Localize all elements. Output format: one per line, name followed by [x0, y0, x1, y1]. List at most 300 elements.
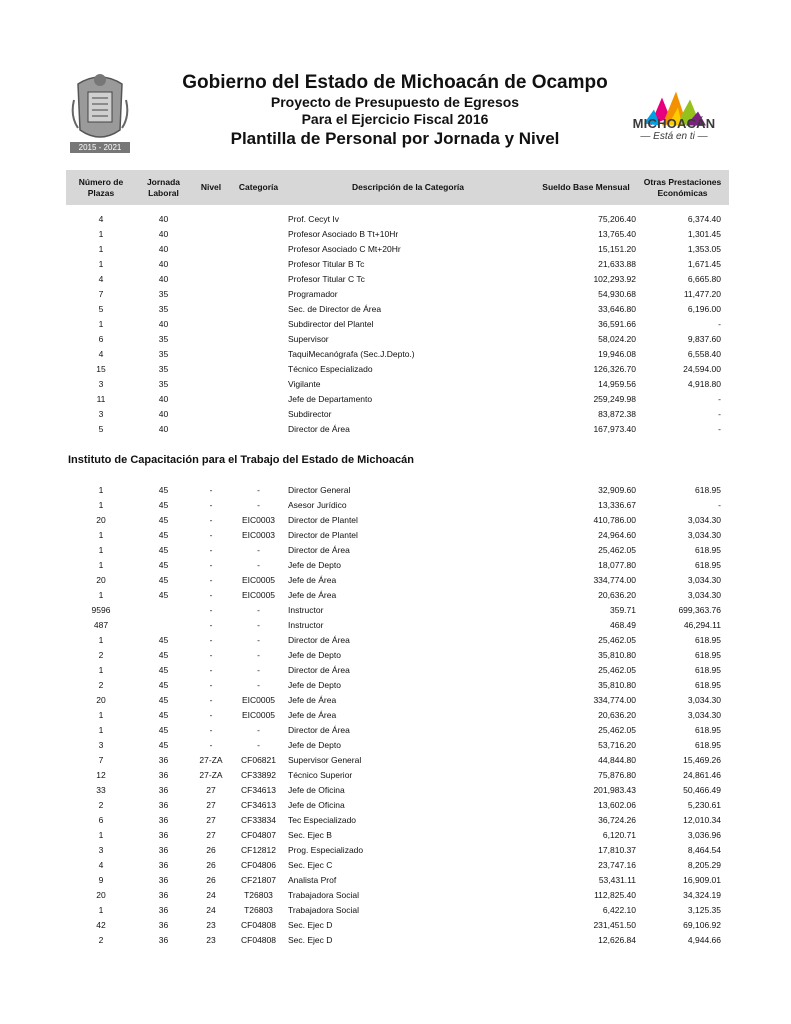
cell-num: 20: [96, 575, 106, 585]
cell-num: 1: [98, 244, 104, 254]
cell-categoria: EIC0003: [241, 515, 276, 525]
cell-nivel: -: [209, 485, 213, 495]
cell-sueldo: 83,872.38: [598, 409, 636, 419]
table-row: [66, 513, 729, 528]
cell-descripcion: Instructor: [288, 620, 324, 630]
cell-descripcion: Jefe de Depto: [288, 560, 341, 570]
cell-num: 20: [96, 515, 106, 525]
table-row: [66, 873, 729, 888]
cell-nivel: 27: [206, 800, 216, 810]
cell-sueldo: 25,462.05: [598, 635, 636, 645]
cell-descripcion: Director de Plantel: [288, 530, 358, 540]
cell-otras: 3,125.35: [687, 905, 721, 915]
cell-jornada: 36: [158, 755, 169, 765]
cell-otras: 3,034.30: [687, 515, 721, 525]
cell-categoria: [231, 242, 286, 257]
cell-jornada: 40: [158, 259, 169, 269]
cell-nivel: [196, 212, 226, 227]
cell-sueldo: 25,462.05: [598, 725, 636, 735]
cell-otras: 6,558.40: [687, 349, 721, 359]
document-header: [0, 0, 791, 165]
cell-jornada: 40: [158, 409, 169, 419]
cell-categoria: -: [257, 500, 260, 510]
cell-otras: 12,010.34: [683, 815, 721, 825]
cell-otras: 618.95: [695, 680, 721, 690]
cell-jornada: 45: [158, 500, 169, 510]
cell-descripcion: Jefe de Depto: [288, 650, 341, 660]
cell-categoria: [231, 227, 286, 242]
cell-jornada: 36: [158, 815, 169, 825]
table-row: [66, 573, 729, 588]
cell-otras: 9,837.60: [687, 334, 721, 344]
cell-categoria: [231, 287, 286, 302]
table-row: [66, 588, 729, 603]
cell-sueldo: 20,636.20: [598, 710, 636, 720]
cell-sueldo: 334,774.00: [593, 695, 636, 705]
table-row: [66, 603, 729, 618]
title-block: [160, 72, 630, 149]
cell-otras: 3,034.30: [687, 695, 721, 705]
cell-nivel: [196, 392, 226, 407]
cell-nivel: [196, 227, 226, 242]
cell-nivel: [196, 242, 226, 257]
table-row: [66, 302, 729, 317]
cell-num: 42: [96, 920, 106, 930]
table-row: [66, 753, 729, 768]
cell-otras: 618.95: [695, 725, 721, 735]
cell-descripcion: Prog. Especializado: [288, 845, 364, 855]
cell-jornada: 45: [158, 650, 169, 660]
cell-categoria: T26803: [244, 890, 273, 900]
cell-sueldo: 15,151.20: [598, 244, 636, 254]
cell-num: 2: [98, 800, 104, 810]
cell-num: 487: [93, 620, 109, 630]
cell-nivel: -: [209, 740, 213, 750]
table-row: [66, 858, 729, 873]
cell-num: 20: [96, 695, 106, 705]
cell-descripcion: Prof. Cecyt Iv: [288, 214, 340, 224]
cell-jornada: 35: [158, 364, 169, 374]
cell-nivel: 23: [206, 920, 216, 930]
cell-categoria: [231, 407, 286, 422]
cell-sueldo: 17,810.37: [598, 845, 636, 855]
cell-nivel: 24: [206, 890, 216, 900]
cell-nivel: 23: [206, 935, 216, 945]
cell-nivel: -: [209, 605, 213, 615]
cell-jornada: 45: [158, 695, 169, 705]
col-nivel: Nivel: [200, 182, 222, 192]
cell-categoria: CF06821: [241, 755, 276, 765]
cell-categoria: CF21807: [241, 875, 276, 885]
cell-descripcion: Subdirector: [288, 409, 332, 419]
cell-otras: 618.95: [695, 635, 721, 645]
cell-categoria: -: [257, 680, 260, 690]
cell-jornada: 36: [158, 830, 169, 840]
cell-nivel: 26: [206, 860, 216, 870]
table-row: [66, 407, 729, 422]
cell-categoria: -: [257, 620, 260, 630]
cell-num: 9596: [91, 605, 111, 615]
table-row: [66, 332, 729, 347]
cell-jornada: 45: [158, 635, 169, 645]
cell-sueldo: 231,451.50: [593, 920, 636, 930]
cell-otras: 618.95: [695, 740, 721, 750]
cell-descripcion: Programador: [288, 289, 338, 299]
cell-jornada: 36: [158, 905, 169, 915]
cell-otras: 6,374.40: [687, 214, 721, 224]
table-row: [66, 257, 729, 272]
cell-nivel: -: [209, 500, 213, 510]
cell-sueldo: 75,206.40: [598, 214, 636, 224]
cell-num: 1: [98, 545, 104, 555]
cell-categoria: -: [257, 635, 260, 645]
cell-categoria: CF04808: [241, 935, 276, 945]
table-row: [66, 347, 729, 362]
cell-nivel: -: [209, 650, 213, 660]
cell-descripcion: Jefe de Departamento: [288, 394, 373, 404]
cell-categoria: [231, 272, 286, 287]
table-row: [66, 543, 729, 558]
cell-otras: 6,665.80: [687, 274, 721, 284]
cell-nivel: -: [209, 710, 213, 720]
cell-otras: 699,363.76: [678, 605, 721, 615]
cell-num: 4: [98, 274, 104, 284]
cell-otras: 3,034.30: [687, 710, 721, 720]
cell-descripcion: Director de Área: [288, 725, 350, 735]
cell-nivel: [196, 302, 226, 317]
cell-descripcion: Vigilante: [288, 379, 321, 389]
table-row: [66, 528, 729, 543]
logo-tagline: — Está en ti —: [640, 131, 708, 142]
cell-sueldo: 19,946.08: [598, 349, 636, 359]
table-row: [66, 933, 729, 948]
cell-descripcion: Instructor: [288, 605, 324, 615]
cell-descripcion: Subdirector del Plantel: [288, 319, 374, 329]
cell-sueldo: 44,844.80: [598, 755, 636, 765]
table-row: [66, 903, 729, 918]
cell-descripcion: Jefe de Depto: [288, 740, 341, 750]
col-jornada: Jornada Laboral: [146, 176, 181, 198]
table-row: [66, 212, 729, 227]
cell-nivel: -: [209, 575, 213, 585]
cell-num: 1: [98, 590, 104, 600]
cell-num: 5: [98, 304, 104, 314]
table-row: [66, 678, 729, 693]
table-row: [66, 693, 729, 708]
cell-jornada: 45: [158, 515, 169, 525]
cell-descripcion: Tec Especializado: [288, 815, 357, 825]
cell-categoria: [231, 392, 286, 407]
col-otras: Otras Prestaciones Económicas: [643, 176, 722, 198]
cell-otras: 24,594.00: [683, 364, 721, 374]
cell-nivel: -: [209, 545, 213, 555]
cell-jornada: 40: [158, 214, 169, 224]
page-title: Gobierno del Estado de Michoacán de Ocampo: [182, 72, 608, 93]
cell-descripcion: Jefe de Oficina: [288, 800, 345, 810]
cell-categoria: [231, 317, 286, 332]
table-row: [66, 918, 729, 933]
cell-sueldo: 36,591.66: [598, 319, 636, 329]
cell-categoria: [231, 377, 286, 392]
subtitle-staff-template: Plantilla de Personal por Jornada y Nivel: [230, 129, 560, 148]
table-row: [66, 768, 729, 783]
cell-sueldo: 36,724.26: [598, 815, 636, 825]
cell-num: 1: [98, 665, 104, 675]
cell-nivel: 27-ZA: [199, 755, 223, 765]
table-row: [66, 663, 729, 678]
cell-jornada: 40: [158, 319, 169, 329]
cell-jornada: 45: [158, 575, 169, 585]
cell-descripcion: Jefe de Oficina: [288, 785, 345, 795]
cell-nivel: [196, 317, 226, 332]
table-row: [66, 362, 729, 377]
cell-otras: 69,106.92: [683, 920, 721, 930]
cell-sueldo: 35,810.80: [598, 680, 636, 690]
cell-nivel: [196, 287, 226, 302]
cell-jornada: 36: [158, 800, 169, 810]
cell-num: 6: [98, 815, 104, 825]
table-row: [66, 498, 729, 513]
cell-nivel: -: [209, 530, 213, 540]
cell-jornada: 40: [158, 229, 169, 239]
table-row: [66, 723, 729, 738]
cell-num: 1: [98, 229, 104, 239]
cell-descripcion: Director de Área: [288, 424, 350, 434]
cell-categoria: [231, 332, 286, 347]
cell-descripcion: Técnico Superior: [288, 770, 353, 780]
cell-num: 5: [98, 424, 104, 434]
cell-nivel: -: [209, 560, 213, 570]
cell-categoria: [231, 362, 286, 377]
cell-descripcion: Sec. de Director de Área: [288, 304, 382, 314]
cell-descripcion: Director General: [288, 485, 351, 495]
cell-categoria: -: [257, 665, 260, 675]
cell-nivel: [196, 377, 226, 392]
cell-otras: 618.95: [695, 545, 721, 555]
cell-descripcion: TaquiMecanógrafa (Sec.J.Depto.): [288, 349, 415, 359]
cell-categoria: [231, 212, 286, 227]
cell-jornada: 36: [158, 845, 169, 855]
cell-categoria: EIC0005: [241, 695, 276, 705]
cell-sueldo: 25,462.05: [598, 665, 636, 675]
cell-categoria: [231, 302, 286, 317]
cell-descripcion: Director de Área: [288, 635, 350, 645]
col-num-plazas: Número de Plazas: [78, 176, 124, 198]
cell-otras: 618.95: [695, 665, 721, 675]
cell-descripcion: Profesor Titular B Tc: [288, 259, 365, 269]
cell-jornada: 35: [158, 379, 169, 389]
cell-descripcion: Jefe de Área: [288, 590, 337, 600]
cell-otras: 3,034.30: [687, 530, 721, 540]
cell-jornada: 40: [158, 244, 169, 254]
table-row: [66, 888, 729, 903]
cell-num: 4: [98, 214, 104, 224]
cell-num: 4: [98, 860, 104, 870]
cell-nivel: -: [209, 590, 213, 600]
cell-sueldo: 35,810.80: [598, 650, 636, 660]
cell-sueldo: 75,876.80: [598, 770, 636, 780]
cell-categoria: CF04807: [241, 830, 276, 840]
cell-nivel: [196, 347, 226, 362]
cell-descripcion: Jefe de Área: [288, 575, 337, 585]
cell-nivel: 26: [206, 875, 216, 885]
cell-num: 1: [98, 259, 104, 269]
cell-otras: 50,466.49: [683, 785, 721, 795]
cell-jornada: 36: [158, 920, 169, 930]
cell-num: 3: [98, 845, 104, 855]
cell-sueldo: 13,765.40: [598, 229, 636, 239]
cell-otras: 618.95: [695, 560, 721, 570]
cell-descripcion: Sec. Ejec D: [288, 935, 333, 945]
table-row: [66, 783, 729, 798]
cell-num: 3: [98, 740, 104, 750]
cell-nivel: [196, 272, 226, 287]
cell-otras: 4,918.80: [687, 379, 721, 389]
cell-jornada: 45: [158, 530, 169, 540]
table-row: [66, 813, 729, 828]
cell-nivel: -: [209, 680, 213, 690]
cell-categoria: CF12812: [241, 845, 276, 855]
cell-otras: 15,469.26: [683, 755, 721, 765]
cell-jornada: 36: [158, 770, 169, 780]
cell-categoria: -: [257, 650, 260, 660]
cell-jornada: 36: [158, 935, 169, 945]
cell-descripcion: Director de Área: [288, 665, 350, 675]
cell-descripcion: Jefe de Área: [288, 695, 337, 705]
cell-sueldo: 167,973.40: [593, 424, 636, 434]
cell-nivel: -: [209, 635, 213, 645]
state-seal-icon: [70, 70, 130, 152]
cell-num: 1: [98, 830, 104, 840]
table-row: [66, 708, 729, 723]
cell-nivel: [196, 407, 226, 422]
cell-jornada: 45: [158, 560, 169, 570]
cell-nivel: [196, 332, 226, 347]
cell-categoria: [231, 422, 286, 437]
cell-otras: -: [718, 394, 721, 404]
cell-otras: 16,909.01: [683, 875, 721, 885]
cell-num: 1: [98, 500, 104, 510]
cell-otras: 34,324.19: [683, 890, 721, 900]
seal-years: 2015 - 2021: [70, 142, 130, 153]
table-row: [66, 618, 729, 633]
cell-nivel: 27: [206, 785, 216, 795]
col-categoria: Categoría: [238, 182, 279, 192]
cell-categoria: CF33834: [241, 815, 276, 825]
cell-nivel: -: [209, 515, 213, 525]
cell-sueldo: 259,249.98: [593, 394, 636, 404]
cell-sueldo: 112,825.40: [594, 890, 636, 900]
cell-descripcion: Supervisor General: [288, 755, 362, 765]
cell-otras: 1,353.05: [687, 244, 721, 254]
cell-descripcion: Sec. Ejec B: [288, 830, 332, 840]
cell-otras: -: [718, 500, 721, 510]
subtitle-budget: Proyecto de Presupuesto de Egresos: [270, 94, 520, 110]
cell-categoria: -: [257, 560, 260, 570]
table-row: [66, 422, 729, 437]
table-row: [66, 738, 729, 753]
cell-categoria: -: [257, 485, 260, 495]
cell-otras: 3,036.96: [687, 830, 721, 840]
cell-descripcion: Trabajadora Social: [288, 890, 360, 900]
cell-categoria: -: [257, 740, 260, 750]
cell-num: 2: [98, 680, 104, 690]
cell-num: 9: [98, 875, 104, 885]
cell-categoria: CF34613: [241, 800, 276, 810]
cell-descripcion: Profesor Asociado C Mt+20Hr: [288, 244, 401, 254]
table-row: [66, 227, 729, 242]
cell-num: 1: [98, 635, 104, 645]
cell-nivel: -: [209, 695, 213, 705]
cell-categoria: -: [257, 545, 260, 555]
cell-nivel: 27-ZA: [199, 770, 223, 780]
cell-jornada: 45: [158, 710, 169, 720]
table-row: [66, 392, 729, 407]
cell-jornada: 40: [158, 274, 169, 284]
cell-num: 1: [98, 725, 104, 735]
cell-jornada: 45: [158, 590, 169, 600]
cell-jornada: 35: [158, 304, 169, 314]
cell-sueldo: 25,462.05: [598, 545, 636, 555]
cell-num: 4: [98, 349, 104, 359]
cell-num: 15: [96, 364, 106, 374]
cell-categoria: CF04806: [241, 860, 276, 870]
cell-jornada: [136, 618, 191, 633]
cell-nivel: -: [209, 665, 213, 675]
cell-categoria: EIC0005: [241, 710, 276, 720]
table-row: [66, 843, 729, 858]
cell-sueldo: 23,747.16: [598, 860, 636, 870]
cell-descripcion: Director de Plantel: [288, 515, 358, 525]
cell-num: 1: [98, 530, 104, 540]
cell-categoria: [231, 257, 286, 272]
cell-num: 1: [98, 560, 104, 570]
cell-otras: 24,861.46: [683, 770, 721, 780]
cell-jornada: 35: [158, 334, 169, 344]
cell-nivel: 27: [206, 830, 216, 840]
cell-jornada: [136, 603, 191, 618]
cell-num: 1: [98, 485, 104, 495]
cell-jornada: 45: [158, 485, 169, 495]
cell-num: 3: [98, 409, 104, 419]
cell-sueldo: 102,293.92: [593, 274, 636, 284]
cell-descripcion: Sec. Ejec D: [288, 920, 333, 930]
table-row: [66, 272, 729, 287]
cell-nivel: [196, 257, 226, 272]
cell-sueldo: 20,636.20: [598, 590, 636, 600]
cell-num: 33: [96, 785, 106, 795]
cell-sueldo: 54,930.68: [598, 289, 636, 299]
col-sueldo: Sueldo Base Mensual: [542, 182, 630, 192]
cell-jornada: 36: [158, 890, 169, 900]
cell-nivel: -: [209, 725, 213, 735]
cell-categoria: CF04808: [241, 920, 276, 930]
cell-jornada: 35: [158, 289, 169, 299]
cell-num: 7: [98, 755, 104, 765]
cell-categoria: -: [257, 605, 260, 615]
cell-descripcion: Profesor Titular C Tc: [288, 274, 365, 284]
cell-jornada: 45: [158, 665, 169, 675]
subtitle-fiscal-year: Para el Ejercicio Fiscal 2016: [301, 111, 489, 127]
logo-text: MICHOACÁN: [632, 116, 716, 131]
cell-jornada: 45: [158, 680, 169, 690]
cell-jornada: 35: [158, 349, 169, 359]
cell-num: 1: [98, 710, 104, 720]
cell-nivel: 26: [206, 845, 216, 855]
cell-sueldo: 32,909.60: [598, 485, 636, 495]
cell-categoria: [231, 347, 286, 362]
cell-sueldo: 201,983.43: [593, 785, 636, 795]
